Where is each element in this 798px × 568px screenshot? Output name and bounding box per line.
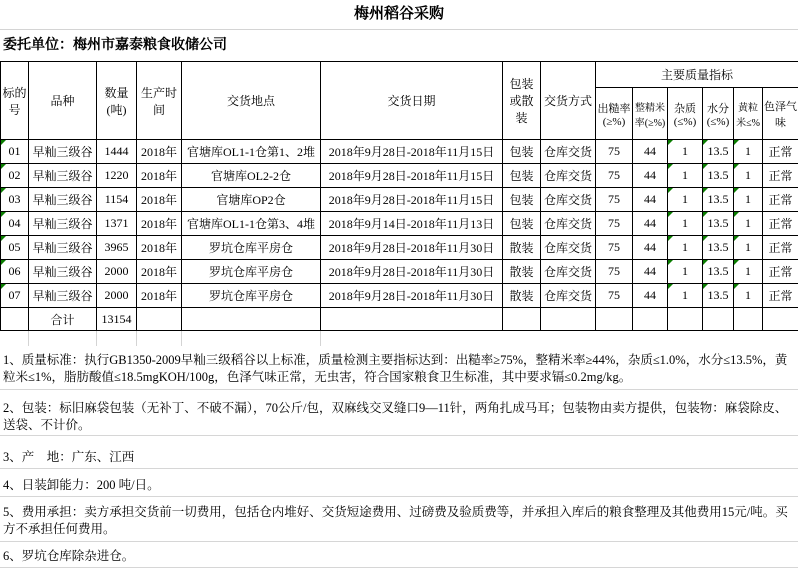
cell-yellow-grain: 1 <box>734 236 763 260</box>
total-label: 合计 <box>29 308 97 331</box>
gridline <box>136 331 137 346</box>
cell-empty <box>321 308 503 331</box>
cell-empty <box>763 308 798 331</box>
cell-husk-rate: 75 <box>596 140 633 164</box>
cell-delivery-method: 仓库交货 <box>541 260 596 284</box>
cell-moisture: 13.5 <box>703 284 734 308</box>
header-variety: 品种 <box>29 62 97 140</box>
note-packing: 2、包装：标旧麻袋包装（无补丁、不破不漏），70公斤/包，双麻线交叉缝口9—11针，两角扎成马耳；包装物由卖方提供，包装物：麻袋除皮、送袋、不计价。 <box>0 390 798 436</box>
cell-delivery-date: 2018年9月28日-2018年11月15日 <box>321 164 503 188</box>
note-cost-bearing: 5、费用承担：卖方承担交货前一切费用，包括仓内堆好、交货短途费用、过磅费及验质费等，并承担入库后的粮食整理及其他费用15元/吨。买方不承担任何费用。 <box>0 497 798 542</box>
cell-empty <box>668 308 703 331</box>
cell-color-odor: 正常 <box>763 140 798 164</box>
cell-head-rice-rate: 44 <box>633 164 668 188</box>
header-delivery-place: 交货地点 <box>182 62 321 140</box>
table-row <box>1 140 798 164</box>
cell-husk-rate: 75 <box>596 260 633 284</box>
cell-husk-rate: 75 <box>596 188 633 212</box>
cell-variety: 早籼三级谷 <box>29 188 97 212</box>
cell-head-rice-rate: 44 <box>633 212 668 236</box>
cell-empty <box>633 308 668 331</box>
cell-husk-rate: 75 <box>596 212 633 236</box>
cell-delivery-date: 2018年9月28日-2018年11月15日 <box>321 188 503 212</box>
cell-head-rice-rate: 44 <box>633 284 668 308</box>
cell-empty <box>1 308 29 331</box>
cell-lot-id: 01 <box>1 140 29 164</box>
cell-head-rice-rate: 44 <box>633 260 668 284</box>
header-quantity: 数量(吨) <box>97 62 137 140</box>
cell-lot-id: 04 <box>1 212 29 236</box>
cell-delivery-place: 官塘库OL1-1仓第1、2堆 <box>182 140 321 164</box>
cell-head-rice-rate: 44 <box>633 188 668 212</box>
cell-quantity: 1154 <box>97 188 137 212</box>
gridline <box>96 331 97 346</box>
note-quality-standard: 1、质量标准：执行GB1350-2009早籼三级稻谷以上标准，质量检测主要指标达到：出糙率≥75%，整精米率≥44%，杂质≤1.0%，水分≤13.5%，黄粒米≤1%，脂肪酸值≤18.5mgKOH/100g，色泽气味正常，无虫害，符合国家粮食卫生标准，其中要求镉≤0.2mg/kg。 <box>0 348 798 390</box>
cell-variety: 早籼三级谷 <box>29 236 97 260</box>
cell-moisture: 13.5 <box>703 236 734 260</box>
cell-empty <box>503 308 541 331</box>
cell-packing: 包装 <box>503 212 541 236</box>
cell-color-odor: 正常 <box>763 188 798 212</box>
note-warehouse-cleaning: 6、罗坑仓库除杂进仓。 <box>0 542 798 568</box>
cell-impurity: 1 <box>668 236 703 260</box>
cell-packing: 包装 <box>503 164 541 188</box>
cell-variety: 早籼三级谷 <box>29 284 97 308</box>
client-label: 委托单位： <box>3 38 73 53</box>
cell-empty <box>703 308 734 331</box>
cell-delivery-date: 2018年9月28日-2018年11月30日 <box>321 260 503 284</box>
cell-packing: 包装 <box>503 188 541 212</box>
cell-head-rice-rate: 44 <box>633 236 668 260</box>
cell-yellow-grain: 1 <box>734 140 763 164</box>
header-delivery-method: 交货方式 <box>541 62 596 140</box>
cell-moisture: 13.5 <box>703 164 734 188</box>
cell-color-odor: 正常 <box>763 212 798 236</box>
cell-delivery-method: 仓库交货 <box>541 212 596 236</box>
cell-delivery-place: 官塘库OL2-2仓 <box>182 164 321 188</box>
cell-variety: 早籼三级谷 <box>29 260 97 284</box>
note-daily-capacity: 4、日装卸能力：200 吨/日。 <box>0 469 798 497</box>
cell-delivery-place: 官塘库OP2仓 <box>182 188 321 212</box>
page-title: 梅州稻谷采购 <box>0 0 798 30</box>
gridline <box>28 331 29 346</box>
cell-yellow-grain: 1 <box>734 284 763 308</box>
header-head-rice-rate: 整精米率(≥%) <box>633 88 668 140</box>
cell-delivery-place: 罗坑仓库平房仓 <box>182 260 321 284</box>
cell-delivery-date: 2018年9月28日-2018年11月30日 <box>321 236 503 260</box>
cell-yellow-grain: 1 <box>734 212 763 236</box>
cell-delivery-date: 2018年9月28日-2018年11月30日 <box>321 284 503 308</box>
cell-delivery-method: 仓库交货 <box>541 188 596 212</box>
client-line <box>0 30 798 61</box>
cell-husk-rate: 75 <box>596 284 633 308</box>
cell-moisture: 13.5 <box>703 188 734 212</box>
cell-color-odor: 正常 <box>763 164 798 188</box>
notes-section <box>0 348 798 568</box>
cell-empty <box>182 308 321 331</box>
table-row <box>1 284 798 308</box>
cell-packing: 包装 <box>503 140 541 164</box>
cell-delivery-place: 罗坑仓库平房仓 <box>182 284 321 308</box>
cell-lot-id: 06 <box>1 260 29 284</box>
client-name: 梅州市嘉泰粮食收储公司 <box>73 38 227 53</box>
cell-empty <box>734 308 763 331</box>
header-husk-rate: 出糙率(≥%) <box>596 88 633 140</box>
cell-delivery-method: 仓库交货 <box>541 140 596 164</box>
cell-variety: 早籼三级谷 <box>29 140 97 164</box>
header-delivery-date: 交货日期 <box>321 62 503 140</box>
cell-production-year: 2018年 <box>137 284 182 308</box>
cell-delivery-place: 官塘库OL1-1仓第3、4堆 <box>182 212 321 236</box>
cell-quantity: 1220 <box>97 164 137 188</box>
cell-color-odor: 正常 <box>763 236 798 260</box>
cell-color-odor: 正常 <box>763 260 798 284</box>
cell-lot-id: 02 <box>1 164 29 188</box>
cell-color-odor: 正常 <box>763 284 798 308</box>
cell-impurity: 1 <box>668 140 703 164</box>
procurement-table <box>0 61 798 331</box>
table-row <box>1 164 798 188</box>
cell-quantity: 2000 <box>97 284 137 308</box>
table-row <box>1 212 798 236</box>
cell-empty <box>137 308 182 331</box>
cell-quantity: 1444 <box>97 140 137 164</box>
cell-empty <box>596 308 633 331</box>
cell-quantity: 2000 <box>97 260 137 284</box>
header-yellow-grain: 黄粒米≤% <box>734 88 763 140</box>
header-moisture: 水分(≤%) <box>703 88 734 140</box>
cell-moisture: 13.5 <box>703 260 734 284</box>
cell-impurity: 1 <box>668 260 703 284</box>
grid-spacer <box>0 331 798 348</box>
cell-quantity: 3965 <box>97 236 137 260</box>
header-impurity: 杂质(≤%) <box>668 88 703 140</box>
gridline <box>181 331 182 346</box>
cell-moisture: 13.5 <box>703 212 734 236</box>
cell-delivery-date: 2018年9月14日-2018年11月13日 <box>321 212 503 236</box>
table-row <box>1 260 798 284</box>
total-quantity: 13154 <box>97 308 137 331</box>
cell-delivery-method: 仓库交货 <box>541 164 596 188</box>
cell-production-year: 2018年 <box>137 140 182 164</box>
header-packing: 包装或散装 <box>503 62 541 140</box>
cell-yellow-grain: 1 <box>734 188 763 212</box>
cell-yellow-grain: 1 <box>734 164 763 188</box>
cell-lot-id: 03 <box>1 188 29 212</box>
cell-delivery-place: 罗坑仓库平房仓 <box>182 236 321 260</box>
cell-yellow-grain: 1 <box>734 260 763 284</box>
cell-production-year: 2018年 <box>137 164 182 188</box>
cell-impurity: 1 <box>668 284 703 308</box>
cell-delivery-method: 仓库交货 <box>541 284 596 308</box>
cell-variety: 早籼三级谷 <box>29 212 97 236</box>
cell-lot-id: 05 <box>1 236 29 260</box>
note-origin: 3、产 地：广东、江西 <box>0 436 798 469</box>
cell-impurity: 1 <box>668 188 703 212</box>
cell-production-year: 2018年 <box>137 212 182 236</box>
cell-husk-rate: 75 <box>596 164 633 188</box>
cell-production-year: 2018年 <box>137 188 182 212</box>
header-lot-id: 标的号 <box>1 62 29 140</box>
cell-empty <box>541 308 596 331</box>
cell-lot-id: 07 <box>1 284 29 308</box>
cell-packing: 散装 <box>503 236 541 260</box>
cell-impurity: 1 <box>668 212 703 236</box>
cell-head-rice-rate: 44 <box>633 140 668 164</box>
cell-quantity: 1371 <box>97 212 137 236</box>
cell-variety: 早籼三级谷 <box>29 164 97 188</box>
cell-delivery-date: 2018年9月28日-2018年11月15日 <box>321 140 503 164</box>
header-production-time: 生产时间 <box>137 62 182 140</box>
total-row <box>1 308 798 331</box>
header-quality-group: 主要质量指标 <box>596 62 798 88</box>
table-row <box>1 236 798 260</box>
cell-moisture: 13.5 <box>703 140 734 164</box>
cell-impurity: 1 <box>668 164 703 188</box>
cell-production-year: 2018年 <box>137 260 182 284</box>
header-color-odor: 色泽气味 <box>763 88 798 140</box>
gridline <box>320 331 321 346</box>
cell-packing: 散装 <box>503 284 541 308</box>
cell-husk-rate: 75 <box>596 236 633 260</box>
cell-delivery-method: 仓库交货 <box>541 236 596 260</box>
cell-production-year: 2018年 <box>137 236 182 260</box>
table-row <box>1 188 798 212</box>
cell-packing: 散装 <box>503 260 541 284</box>
